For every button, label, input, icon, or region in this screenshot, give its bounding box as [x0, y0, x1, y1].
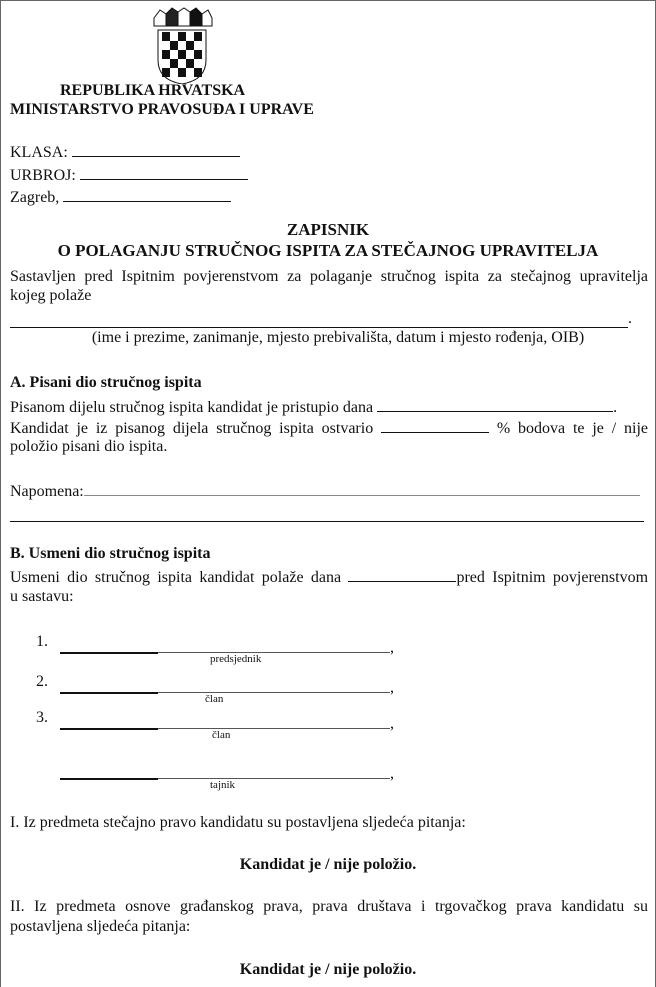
written-date-input[interactable]	[377, 397, 613, 412]
member-number: 3.	[36, 709, 48, 726]
candidate-input[interactable]	[10, 327, 628, 328]
klasa-label: KLASA:	[10, 144, 68, 161]
section-a-line1	[10, 397, 617, 417]
member-number: 1.	[36, 633, 48, 650]
checker-square	[178, 50, 186, 59]
candidate-hint: (ime i prezime, zanimanje, mjesto prebivališta, datum i mjesto rođenja, OIB)	[91, 329, 585, 346]
section-b-line2: u sastavu:	[10, 588, 74, 605]
urbroj-field	[10, 165, 248, 185]
member-line-accent	[60, 652, 158, 654]
urbroj-input[interactable]	[80, 165, 248, 180]
member-number: 2.	[36, 673, 48, 690]
title-line1: ZAPISNIK	[286, 220, 370, 239]
text: Usmeni dio stručnog ispita kandidat polaže dana	[10, 569, 342, 586]
result-1: Kandidat je / nije položio.	[239, 856, 417, 873]
question-1: I. Iz predmeta stečajno pravo kandidatu su postavljena sljedeća pitanja:	[10, 814, 466, 831]
percent-input[interactable]	[381, 418, 489, 433]
member-role: član	[212, 729, 231, 741]
section-a-line2	[10, 418, 648, 438]
checker-square	[194, 68, 202, 77]
member-role: tajnik	[210, 779, 236, 791]
checker-square	[186, 59, 194, 68]
checker-square	[194, 50, 202, 59]
note-label: Napomena:	[10, 483, 84, 500]
ministry-name: MINISTARSTVO PRAVOSUĐA I UPRAVE	[10, 101, 314, 118]
intro-line1: Sastavljen pred Ispitnim povjerenstvom za polaganje stručnog ispita za stečajnog upravitelja	[10, 268, 648, 285]
klasa-input[interactable]	[72, 142, 240, 157]
text: Pisanom dijelu stručnog ispita kandidat je pristupio dana	[10, 399, 374, 416]
period: .	[613, 399, 618, 416]
question-2-line1: II. Iz predmeta osnove građanskog prava, prava društava i trgovačkog prava kandidatu su	[10, 898, 648, 915]
note-input[interactable]	[84, 481, 640, 496]
result-2: Kandidat je / nije položio.	[239, 961, 417, 978]
section-a-line3: položio pisani dio ispita.	[10, 438, 168, 455]
country-name: REPUBLIKA HRVATSKA	[60, 82, 246, 99]
member-line-accent	[60, 692, 158, 694]
title-line2: O POLAGANJU STRUČNOG ISPITA ZA STEČAJNOG UPRAVITELJA	[57, 241, 599, 260]
checker-square	[170, 59, 178, 68]
coat-of-arms-emblem	[150, 4, 214, 84]
oral-date-input[interactable]	[348, 567, 456, 582]
section-b-line1	[10, 567, 648, 587]
member-role: član	[205, 693, 224, 705]
text: pred Ispitnim povjerenstvom	[456, 569, 649, 586]
comma: ,	[390, 639, 394, 656]
note-input-line2[interactable]	[10, 521, 644, 522]
checker-square	[162, 50, 170, 59]
checker-square	[194, 32, 202, 41]
comma: ,	[390, 765, 394, 782]
comma: ,	[390, 715, 394, 732]
section-a-heading: A. Pisani dio stručnog ispita	[10, 374, 202, 391]
question-2-line2: postavljena sljedeća pitanja:	[10, 918, 191, 935]
section-b-heading: B. Usmeni dio stručnog ispita	[10, 545, 211, 562]
checker-square	[178, 68, 186, 77]
member-role: predsjednik	[210, 653, 262, 665]
member-line-accent	[60, 778, 158, 780]
text: % bodova te je / nije	[496, 420, 649, 437]
checker-square	[178, 32, 186, 41]
zagreb-field	[10, 187, 231, 207]
checker-square	[162, 68, 170, 77]
zagreb-label: Zagreb,	[10, 189, 60, 206]
checker-square	[186, 41, 194, 50]
period: .	[628, 310, 632, 327]
member-line-accent	[60, 728, 158, 730]
klasa-field	[10, 142, 240, 162]
note-field	[10, 481, 640, 501]
comma: ,	[390, 679, 394, 696]
checker-square	[162, 32, 170, 41]
text: Kandidat je iz pisanog dijela stručnog ispita ostvario	[10, 420, 374, 437]
date-input[interactable]	[63, 187, 231, 202]
urbroj-label: URBROJ:	[10, 167, 76, 184]
checker-square	[170, 41, 178, 50]
intro-line2: kojeg polaže	[10, 287, 92, 304]
